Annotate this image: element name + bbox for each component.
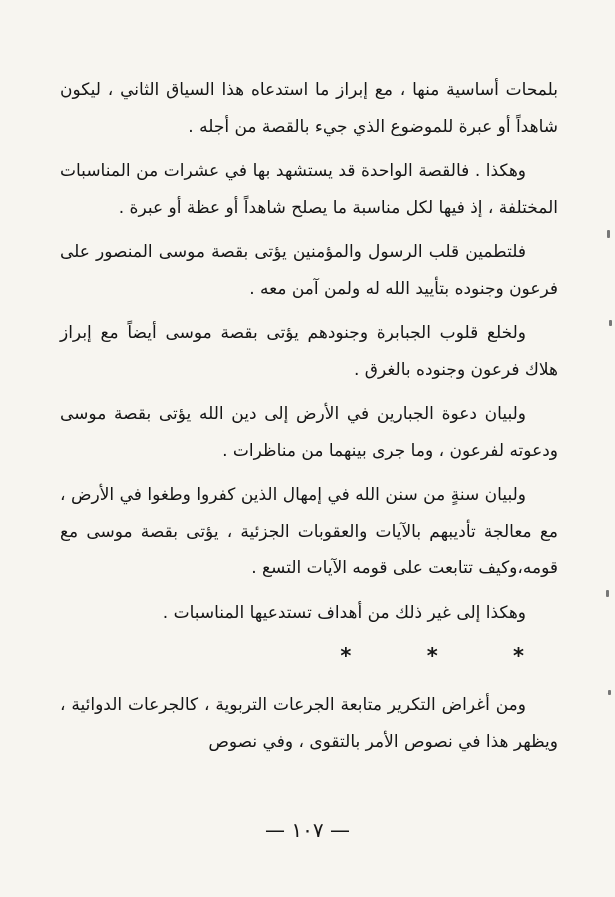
paragraph-7: وهكذا إلى غير ذلك من أهداف تستدعيها المناسبات . bbox=[162, 602, 526, 623]
paragraph-3: فلتطمين قلب الرسول والمؤمنين يؤتى بقصة موسى المنصور على فرعون وجنوده بتأييد الله له ولمن آمن معه . bbox=[60, 242, 558, 299]
paragraph-8: ومن أغراض التكرير متابعة الجرعات التربوية ، كالجرعات الدوائية ، ويظهر هذا في نصوص الأمر بالتقوى ، وفي نصوص bbox=[60, 695, 558, 752]
scan-edge-mark-1 bbox=[607, 230, 610, 238]
paragraph-4: ولخلع قلوب الجبابرة وجنودهم يؤتى بقصة موسى أيضاً مع إبراز هلاك فرعون وجنوده بالغرق . bbox=[60, 323, 558, 380]
paragraph-1: بلمحات أساسية منها ، مع إبراز ما استدعاه هذا السياق الثاني ، ليكون شاهداً أو عبرة للموضوع الذي جيء بالقصة من أجله . bbox=[60, 80, 558, 137]
paragraph-6: ولبيان سنةٍ من سنن الله في إمهال الذين كفروا وطغوا في الأرض ، مع معالجة تأديبهم بالآيات والعقوبات الجزئية ، يؤتى بقصة موسى مع قومه،وكيف تتابعت على قومه الآيات التسع . bbox=[60, 485, 558, 578]
paragraph-5: ولبيان دعوة الجبارين في الأرض إلى دين الله يؤتى بقصة موسى ودعوته لفرعون ، وما جرى بينهما من مناظرات . bbox=[60, 404, 558, 461]
paragraph-2: وهكذا . فالقصة الواحدة قد يستشهد بها في عشرات من المناسبات المختلفة ، إذ فيها لكل مناسبة ما يصلح شاهداً أو عظة أو عبرة . bbox=[60, 161, 558, 218]
page-number: — ١٠٧ — bbox=[265, 818, 350, 842]
scan-edge-mark-4 bbox=[608, 690, 611, 695]
scan-edge-mark-3 bbox=[606, 590, 609, 597]
section-separator: * * * bbox=[340, 644, 558, 668]
page-body-text bbox=[60, 72, 558, 768]
scan-edge-mark-2 bbox=[609, 320, 612, 326]
